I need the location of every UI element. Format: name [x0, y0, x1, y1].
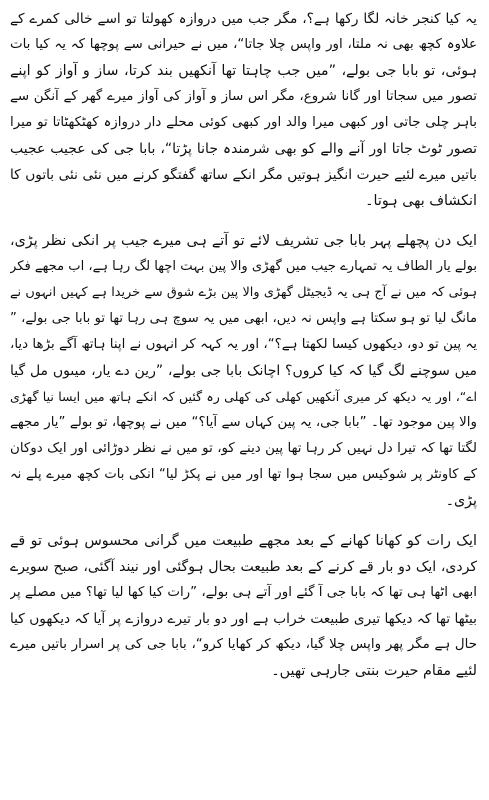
text-line: یہ پین تو دو، دیکھوں کیسا لکھتا ہے؟“، اور یہ کہہ کر انہوں نے اپنا ہاتھ آگے بڑھا دیا، — [10, 337, 477, 352]
text-line: اے“، اور یہ دیکھ کر میری آنکھیں کھلی کی کھلی رہ گئیں کہ انکے ہاتھ میں ایسا نیا گھڑی — [10, 389, 477, 404]
text-line: لئیے مقام حیرت بنتی جارہی تھیں۔ — [271, 663, 477, 679]
text-line: لگتا تھا کہ تیرا دل نہیں کر رہا تھا پین دینے کو، تو میں نے نظر دوڑائی اور ایک دوکان — [10, 441, 477, 456]
text-line: تصور ٹوٹ جاتا اور آنے والے کو بھی شرمندہ جانا پڑتا“، بابا جی کی عجیب عجیب — [10, 141, 477, 157]
text-line: علاوہ کچھ بھی نہ ملتا، اور واپس چلا جاتا“، میں نے حیرانی سے پوچھا کہ یہ کیا بات — [10, 37, 477, 52]
text-line: ایک رات کو کھانا کھانے کے بعد مجھے طبیعت میں گرانی محسوس ہوئی تو قے — [10, 533, 477, 549]
text-line: ایک دن پچھلے پہر بابا جی تشریف لائے تو آتے ہی میرے جیب پر انکی نظر پڑی، — [10, 233, 477, 249]
paragraph-2 — [10, 228, 477, 514]
paragraph-1 — [10, 6, 477, 214]
text-line: ابھی اٹھا ہی تھا کہ بابا جی آ گئے اور آتے ہی بولے، ”رات کیا کھا لیا تھا؟ میں مصلے پر — [10, 585, 477, 600]
text-line: ہوئی، تو بابا جی بولے، ”میں جب چاہتا تھا آنکھیں بند کرتا، ساز و آواز کو اپنے — [10, 63, 477, 79]
text-line: کردی، ایک دو بار قے کرنے کے بعد طبیعت بحال ہوگئی اور نیند آگئی، صبح سویرے — [10, 559, 477, 575]
text-line: بیٹھا تھا کہ دیکھا تیری طبیعت خراب ہے اور دو بار تیرے دروازے پر آیا کہ دیکھوں کیا — [10, 611, 477, 627]
paragraph-gap — [10, 214, 477, 228]
text-line: باہر چلی جاتی اور کبھی میرا والد اور کبھی کوئی محلے دار دروازہ کھٹکھٹاتا تو میرا — [10, 115, 477, 130]
text-line: باتیں میرے لئیے حیرت انگیز ہوتیں مگر انکے ساتھ گفتگو کرنے میں نئی نئی باتوں کا — [10, 167, 477, 183]
paragraph-3 — [10, 528, 477, 684]
text-line: یہ کیا کنجر خانہ لگا رکھا ہے؟، مگر جب میں دروازہ کھولتا تو اسے خالی کمرے کے — [10, 11, 477, 27]
text-line: حال ہے مگر پھر واپس چلا گیا، دیکھ کر کھایا کرو“، بابا جی کی پر اسرار باتیں میرے — [10, 637, 477, 652]
text-line: مانگ لیا تو ہو سکتا ہے واپس نہ دیں، ابھی میں یہ سوچ ہی رہا تھا تو بابا جی بولے، ” — [10, 311, 477, 326]
text-line: کے کاونٹر پر شوکیس میں سجا ہوا تھا اور میں نے پکڑ لیا“ انکی بات کچھ میرے پلے نہ — [10, 467, 477, 482]
text-line: انکشاف بھی ہوتا۔ — [365, 193, 477, 209]
text-line: والا پین موجود تھا۔ ”بابا جی، یہ پین کہاں سے آیا؟“ میں نے پوچھا، تو بولے ”یار مجھے — [10, 415, 477, 430]
text-line: ہوئی کہ میں نے آج ہی یہ ڈیجیٹل گھڑی والا پین بڑے شوق سے خریدا ہے کہیں انہوں نے — [10, 285, 477, 300]
text-line: بولے یار الطاف یہ تمہارے جیب میں گھڑی والا پین بہت اچھا لگ رہا ہے، اب مجھے فکر — [10, 259, 477, 274]
paragraph-gap — [10, 514, 477, 528]
text-line: تصور میں سجاتا اور گانا شروع، مگر اس ساز و آواز کی آواز میرے گھر کے آنگن سے — [10, 89, 477, 104]
text-line: میں سوچنے لگ گیا کہ کیا کروں؟ اچانک بابا جی بولے، ”رین دے یار، میںوں مل گیا — [10, 363, 477, 379]
text-line: پڑی۔ — [445, 493, 477, 509]
